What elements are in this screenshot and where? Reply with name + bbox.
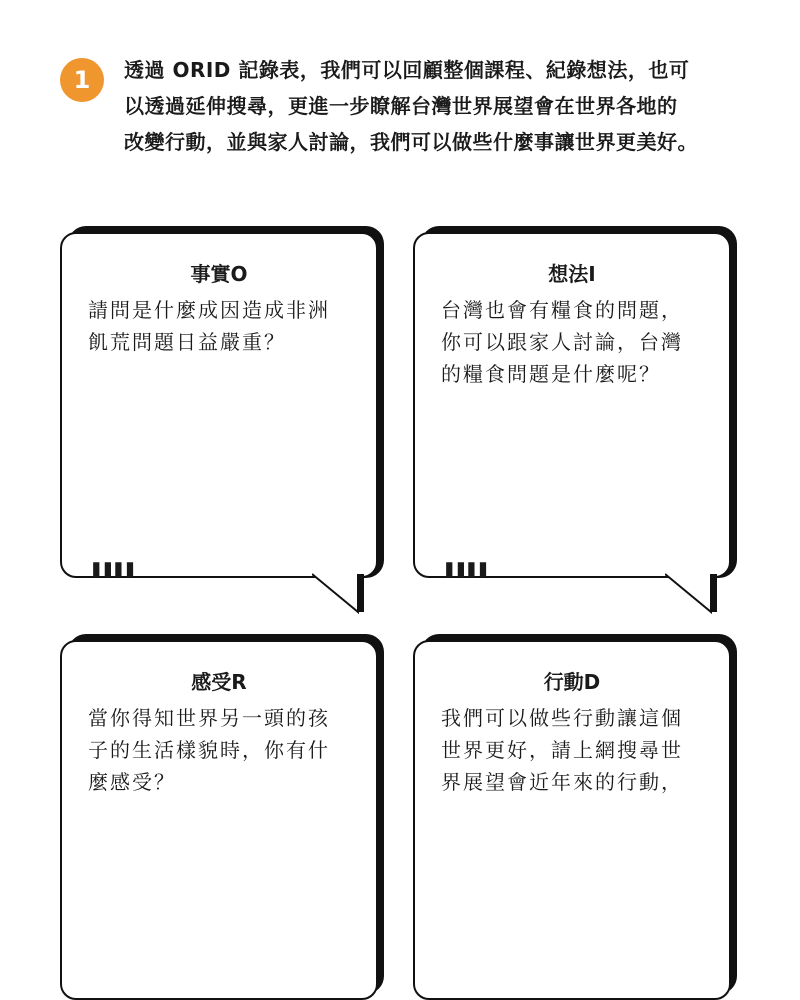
card-question [88, 294, 368, 358]
card-question [88, 702, 368, 798]
card-line: 台灣也會有糧食的問題， [441, 298, 683, 322]
card-line: 我們可以做些行動讓這個 [441, 706, 683, 730]
card-body [413, 232, 731, 578]
card-line: 界展望會近年來的行動， [441, 770, 683, 794]
step-number-badge: 1 [60, 58, 104, 102]
card-title: 感受R [191, 670, 247, 694]
card-body [60, 232, 378, 578]
card-question [441, 702, 721, 798]
card-title: 想法I [548, 262, 596, 286]
card-line: 當你得知世界另一頭的孩 [88, 706, 330, 730]
card-question [441, 294, 721, 390]
card-line: 請問是什麼成因造成非洲 [88, 298, 330, 322]
intro-line: 透過 ORID 記錄表，我們可以回顧整個課程、紀錄想法，也可 [124, 58, 690, 82]
card-line: 飢荒問題日益嚴重？ [88, 330, 286, 354]
card-line: 的糧食問題是什麼呢？ [441, 362, 661, 386]
card-title: 行動D [543, 670, 601, 694]
card-title: 事實O [190, 262, 248, 286]
quote-mark-icon: "" [88, 551, 133, 615]
card-line: 你可以跟家人討論，台灣 [441, 330, 683, 354]
intro-line: 以透過延伸搜尋，更進一步瞭解台灣世界展望會在世界各地的 [124, 94, 678, 118]
card-body [60, 640, 378, 1000]
quote-mark-icon: "" [441, 551, 486, 615]
card-line: 子的生活樣貌時，你有什 [88, 738, 330, 762]
intro-text [124, 52, 754, 160]
speech-tail-icon [665, 572, 717, 614]
card-body [413, 640, 731, 1000]
card-line: 麼感受？ [88, 770, 176, 794]
intro-line: 改變行動，並與家人討論，我們可以做些什麼事讓世界更美好。 [124, 130, 698, 154]
speech-tail-icon [312, 572, 364, 614]
card-line: 世界更好，請上網搜尋世 [441, 738, 683, 762]
